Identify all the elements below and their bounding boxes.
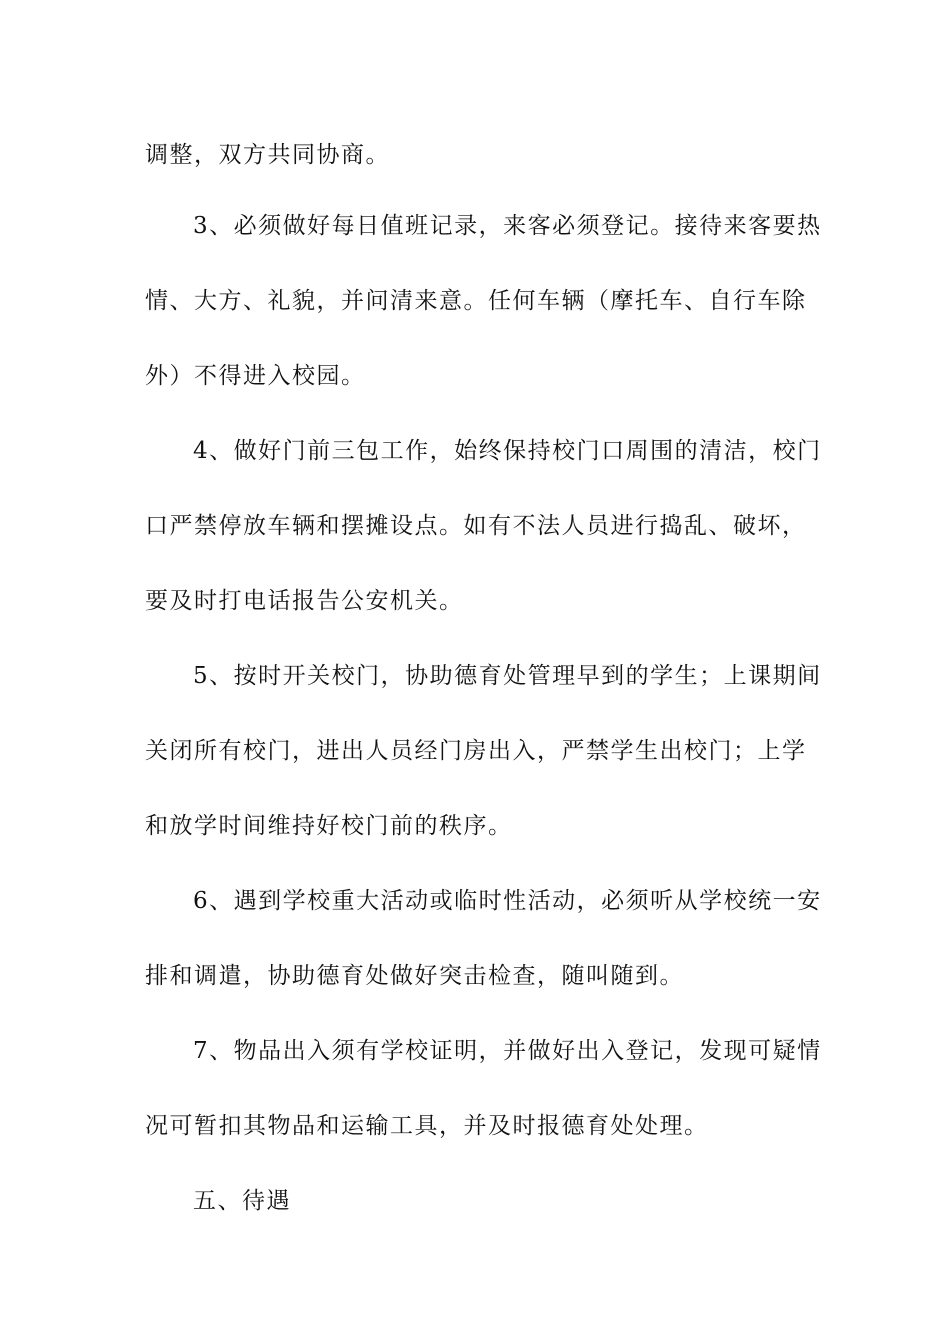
text-line-item-6: 6、遇到学校重大活动或临时性活动，必须听从学校统一安 xyxy=(193,888,822,914)
text-line-item-7: 7、物品出入须有学校证明，并做好出入登记，发现可疑情 xyxy=(193,1038,822,1064)
section-heading: 五、待遇 xyxy=(193,1188,291,1214)
text-line: 况可暂扣其物品和运输工具，并及时报德育处处理。 xyxy=(145,1113,709,1139)
text-line: 情、大方、礼貌，并问清来意。任何车辆（摩托车、自行车除 xyxy=(145,288,807,314)
text-line: 口严禁停放车辆和摆摊设点。如有不法人员进行捣乱、破坏， xyxy=(145,513,807,539)
text-line: 排和调遣，协助德育处做好突击检查，随叫随到。 xyxy=(145,963,684,989)
text-line: 关闭所有校门，进出人员经门房出入，严禁学生出校门；上学 xyxy=(145,738,807,764)
text-line: 和放学时间维持好校门前的秩序。 xyxy=(145,813,513,839)
text-line-item-3: 3、必须做好每日值班记录，来客必须登记。接待来客要热 xyxy=(193,213,822,239)
text-line: 外）不得进入校园。 xyxy=(145,363,366,389)
text-line-continuation: 调整，双方共同协商。 xyxy=(145,142,390,168)
text-line-item-5: 5、按时开关校门，协助德育处管理早到的学生；上课期间 xyxy=(193,663,822,689)
text-line-item-4: 4、做好门前三包工作，始终保持校门口周围的清洁，校门 xyxy=(193,438,822,464)
text-line: 要及时打电话报告公安机关。 xyxy=(145,588,464,614)
